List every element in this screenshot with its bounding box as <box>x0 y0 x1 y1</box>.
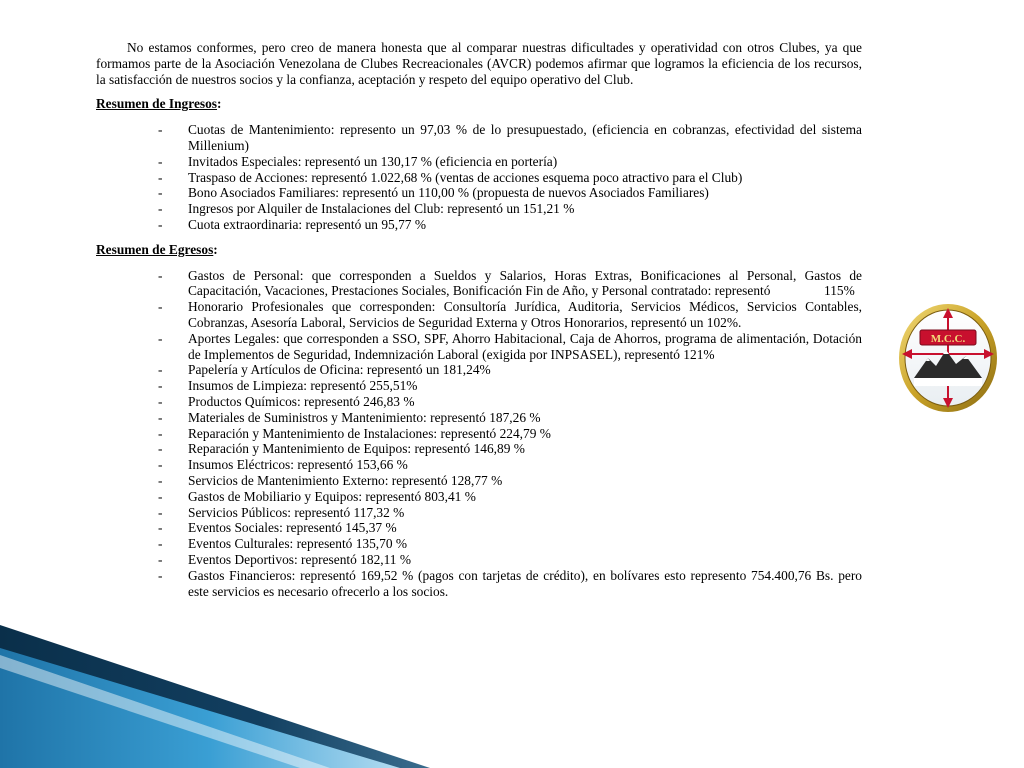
list-item-text: Cuota extraordinaria: representó un 95,77 % <box>188 216 426 232</box>
document-body <box>96 40 866 608</box>
list-item: - Eventos Deportivos: representó 182,11 % <box>158 551 412 567</box>
list-item: - Eventos Sociales: representó 145,37 % <box>158 520 397 536</box>
list-item-text: Reparación y Mantenimiento de Equipos: representó 146,89 % <box>188 441 525 457</box>
list-item-text: Ingresos por Alquiler de Instalaciones del Club: representó un 151,21 % <box>188 201 575 217</box>
list-item-text: Cuotas de Mantenimiento: represento un 97,03 % de lo presupuestado, (eficiencia en cobranzas, efectividad del sistema Millenium) <box>188 122 862 153</box>
list-item-text: Eventos Deportivos: representó 182,11 % <box>188 551 412 567</box>
list-item: - Invitados Especiales: representó un 130,17 % (eficiencia en portería) <box>158 153 558 169</box>
list-item: - Productos Químicos: representó 246,83 % <box>158 393 415 409</box>
list-item-text: Reparación y Mantenimiento de Instalaciones: representó 224,79 % <box>188 425 551 441</box>
intro-paragraph: No estamos conformes, pero creo de manera honesta que al comparar nuestras dificultades y operatividad con otros Clubes, ya que formamos parte de la Asociación Venezolana de Clubes Recreacionales (AVCR) podemos afirmar que logramos la eficiencia de los recursos, la satisfacción de nuestros socios y la confianza, aceptación y respeto del equipo operativo del Club. <box>96 40 862 87</box>
list-item: - Cuotas de Mantenimiento: represento un 97,03 % de lo presupuestado, (eficiencia en cobranzas, efectividad del sistema Millenium) <box>158 122 862 153</box>
list-item-text: Insumos de Limpieza: representó 255,51% <box>188 378 418 394</box>
list-item-text: Honorario Profesionales que corresponden: Consultoría Jurídica, Auditoria, Servicios Médicos, Servicios Contables, Cobranzas, Asesoría Laboral, Servicios de Seguridad Externa y Otros Honorarios, representó un 102%. <box>188 299 862 330</box>
list-item-text: Eventos Culturales: representó 135,70 % <box>188 536 408 552</box>
egresos-list <box>96 267 866 600</box>
list-item: - Aportes Legales: que corresponden a SSO, SPF, Ahorro Habitacional, Caja de Ahorros, programa de alimentación, Dotación de Implementos de Seguridad, Indemnización Laboral (exigida por INPSASEL), representó 121% <box>158 330 862 362</box>
list-item: - Gastos de Mobiliario y Equipos: representó 803,41 % <box>158 488 476 504</box>
ingresos-heading-text: Resumen de Ingresos <box>96 96 218 112</box>
egresos-heading-text: Resumen de Egresos <box>96 241 214 257</box>
list-item: - Cuota extraordinaria: representó un 95,77 % <box>158 216 426 232</box>
list-item-text: Bono Asociados Familiares: representó un 110,00 % (propuesta de nuevos Asociados Familiares) <box>188 185 709 201</box>
club-logo <box>896 302 1000 414</box>
list-item: - Materiales de Suministros y Mantenimiento: representó 187,26 % <box>158 409 541 425</box>
list-item: - Ingresos por Alquiler de Instalaciones del Club: representó un 151,21 % <box>158 201 575 217</box>
list-item-text: Aportes Legales: que corresponden a SSO, SPF, Ahorro Habitacional, Caja de Ahorros, programa de alimentación, Dotación de Implementos de Seguridad, Indemnización Laboral (exigida por INPSASEL), representó 121% <box>188 330 862 362</box>
ingresos-list <box>96 122 862 233</box>
list-item-text: Insumos Eléctricos: representó 153,66 % <box>188 457 408 473</box>
list-item: - Papelería y Artículos de Oficina: representó un 181,24% <box>158 362 491 378</box>
list-item: - Insumos de Limpieza: representó 255,51% <box>158 378 418 394</box>
list-item-text: Gastos de Personal: que corresponden a Sueldos y Salarios, Horas Extras, Bonificaciones al Personal, Gastos de Capacitación, Vacaciones, Prestaciones Sociales, Bonificación Fin de Año, y Personal contratado: representó 115% <box>188 267 866 299</box>
list-item-text: Servicios de Mantenimiento Externo: representó 128,77 % <box>188 472 503 488</box>
list-item: - Reparación y Mantenimiento de Instalaciones: representó 224,79 % <box>158 425 551 441</box>
list-item-text: Papelería y Artículos de Oficina: representó un 181,24% <box>188 362 491 378</box>
list-item-text: Gastos Financieros: representó 169,52 % (pagos con tarjetas de crédito), en bolívares esto represento 754.400,76 Bs. pero este servicios es necesario ofrecerlo a los socios. <box>188 567 862 599</box>
list-item: - Reparación y Mantenimiento de Equipos: representó 146,89 % <box>158 441 525 457</box>
list-item: - Bono Asociados Familiares: representó un 110,00 % (propuesta de nuevos Asociados Familiares) <box>158 185 709 201</box>
list-item: - Traspaso de Acciones: representó 1.022,68 % (ventas de acciones esquema poco atractivo para el Club) <box>158 169 743 185</box>
list-item: - Servicios de Mantenimiento Externo: representó 128,77 % <box>158 472 503 488</box>
ingresos-heading: Resumen de Ingresos: <box>96 96 222 112</box>
list-item: - Honorario Profesionales que corresponden: Consultoría Jurídica, Auditoria, Servicios Médicos, Servicios Contables, Cobranzas, Asesoría Laboral, Servicios de Seguridad Externa y Otros Honorarios, representó un 102%. <box>158 299 862 330</box>
list-item-text: Servicios Públicos: representó 117,32 % <box>188 504 405 520</box>
list-item-text: Traspaso de Acciones: representó 1.022,68 % (ventas de acciones esquema poco atractivo para el Club) <box>188 169 743 185</box>
list-item: - Servicios Públicos: representó 117,32 % <box>158 504 405 520</box>
list-item: - Insumos Eléctricos: representó 153,66 % <box>158 457 408 473</box>
egresos-heading: Resumen de Egresos: <box>96 241 218 257</box>
list-item-text: Materiales de Suministros y Mantenimiento: representó 187,26 % <box>188 409 541 425</box>
list-item: - Eventos Culturales: representó 135,70 % <box>158 536 408 552</box>
list-item-text: Productos Químicos: representó 246,83 % <box>188 393 415 409</box>
list-item-text: Gastos de Mobiliario y Equipos: representó 803,41 % <box>188 488 476 504</box>
logo-text: M.C.C. <box>930 333 966 345</box>
list-item: - Gastos Financieros: representó 169,52 % (pagos con tarjetas de crédito), en bolívares esto represento 754.400,76 Bs. pero este servicios es necesario ofrecerlo a los socios. <box>158 567 862 599</box>
list-item: - Gastos de Personal: que corresponden a Sueldos y Salarios, Horas Extras, Bonificaciones al Personal, Gastos de Capacitación, Vacaciones, Prestaciones Sociales, Bonificación Fin de Año, y Personal contratado: representó 115% <box>158 267 866 299</box>
list-item-text: Invitados Especiales: representó un 130,17 % (eficiencia en portería) <box>188 153 558 169</box>
list-item-text: Eventos Sociales: representó 145,37 % <box>188 520 397 536</box>
